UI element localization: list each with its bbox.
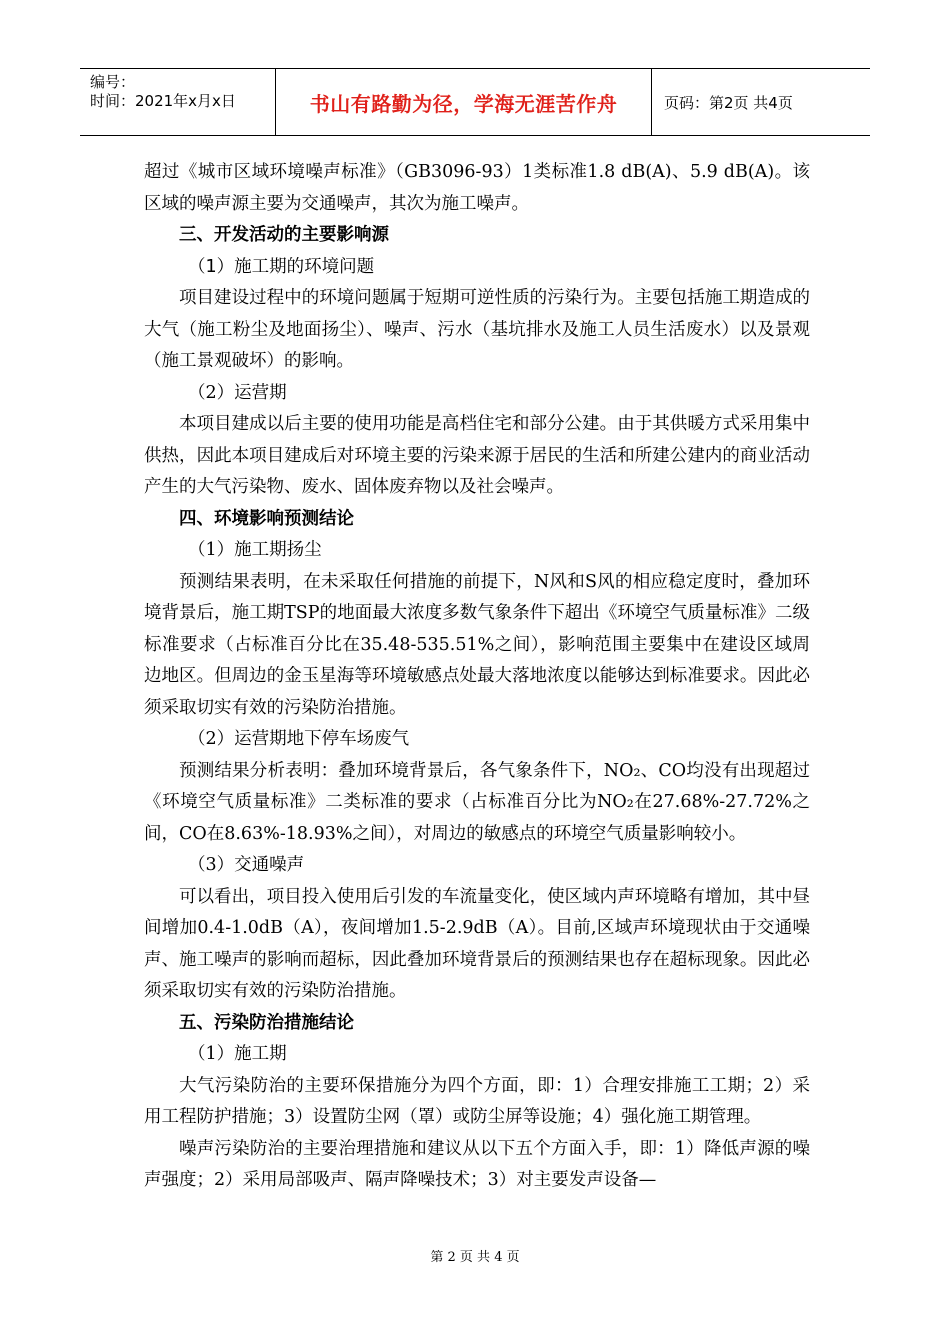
paragraph: 可以看出，项目投入使用后引发的车流量变化，使区域内声环境略有增加，其中昼间增加0.4-1.0dB（A），夜间增加1.5-2.9dB（A）。目前,区域声环境现状由于交通噪声、施工噪声的影响而超标，因此叠加环境背景后的预测结果也存在超标现象。因此必须采取切实有效的污染防治措施。 [144,886,810,1001]
section-heading: 四、环境影响预测结论 [179,508,354,529]
subheading: （1）施工期扬尘 [188,540,322,560]
header-page-info: 页码：第2页 共4页 [664,93,793,112]
paragraph: 预测结果表明，在未采取任何措施的前提下，N风和S风的相应稳定度时，叠加环境背景后，施工期TSP的地面最大浓度多数气象条件下超出《环境空气质量标准》二级标准要求（占标准百分比在35.48-535.51%之间），影响范围主要集中在建设区域周边地区。但周边的金玉星海等环境敏感点处最大落地浓度以能够达到标准要求。因此必须采取切实有效的污染防治措施。 [144,571,810,718]
paragraph: 项目建设过程中的环境问题属于短期可逆性质的污染行为。主要包括施工期造成的大气（施工粉尘及地面扬尘）、噪声、污水（基坑排水及施工人员生活废水）以及景观（施工景观破坏）的影响。 [144,288,810,371]
paragraph: 大气污染防治的主要环保措施分为四个方面，即：1）合理安排施工工期；2）采用工程防护措施；3）设置防尘网（罩）或防尘屏等设施；4）强化施工期管理。 [144,1075,810,1127]
header-motto: 书山有路勤为径，学海无涯苦作舟 [276,69,652,135]
paragraph: 噪声污染防治的主要治理措施和建议从以下五个方面入手，即：1）降低声源的噪声强度；2）采用局部吸声、隔声降噪技术；3）对主要发声设备— [144,1138,810,1190]
page-footer: 第 2 页 共 4 页 [430,1250,520,1265]
doc-time-label: 时间：2021年x月x日 [90,92,236,110]
subheading: （3）交通噪声 [188,855,305,875]
paragraph: 预测结果分析表明：叠加环境背景后，各气象条件下，NO₂、CO均没有出现超过《环境空气质量标准》二类标准的要求（占标准百分比为NO₂在27.68%-27.72%之间，CO在8.63%-18.93%之间），对周边的敏感点的环境空气质量影响较小。 [144,760,810,844]
header-meta [80,69,276,135]
doc-number-label: 编号： [90,73,136,91]
subheading: （2）运营期 [188,382,287,403]
paragraph: 本项目建成以后主要的使用功能是高档住宅和部分公建。由于其供暖方式采用集中供热，因此本项目建成后对环境主要的污染来源于居民的生活和所建公建内的商业活动产生的大气污染物、废水、固体废弃物以及社会噪声。 [144,414,810,497]
document-body [144,157,810,1197]
paragraph: 超过《城市区域环境噪声标准》（GB3096-93）1类标准1.8 dB(A)、5.9 dB(A)。该区域的噪声源主要为交通噪声，其次为施工噪声。 [144,162,810,214]
subheading: （1）施工期 [188,1044,287,1064]
subheading: （2）运营期地下停车场废气 [188,729,410,749]
subheading: （1）施工期的环境问题 [188,256,375,277]
section-heading: 五、污染防治措施结论 [179,1012,354,1033]
page-header [80,68,870,136]
section-heading: 三、开发活动的主要影响源 [179,225,389,245]
